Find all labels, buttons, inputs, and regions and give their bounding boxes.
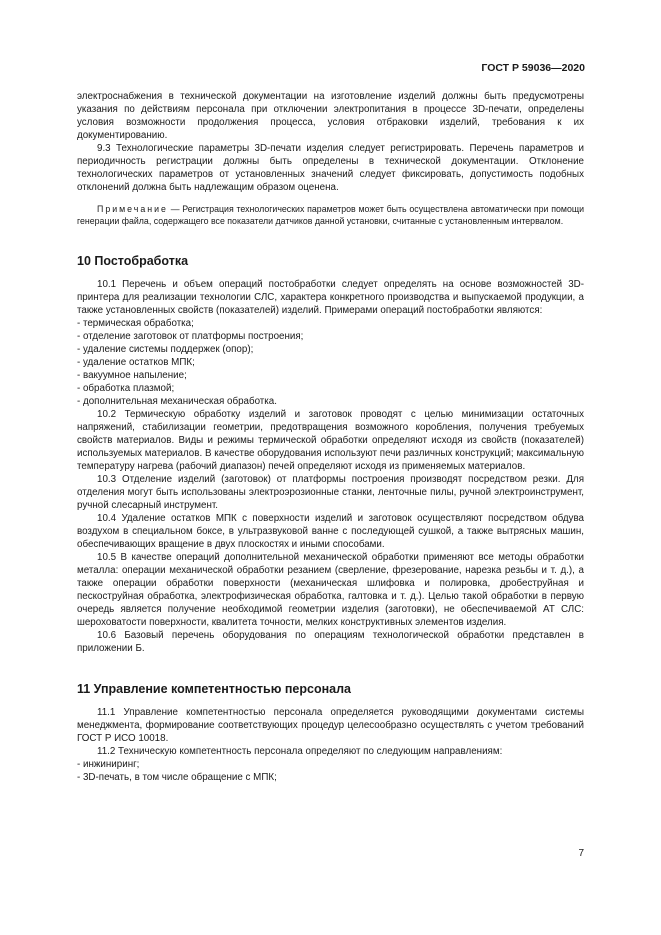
section-11-heading: 11 Управление компетентностью персонала bbox=[77, 682, 351, 696]
page-content bbox=[77, 90, 584, 784]
paragraph-continuation: электроснабжения в технической документации на изготовление изделий должны быть предусмотрены указания по действиям персонала при отключении электропитания в процессе 3D-печати, определены условия возможности продолжения процесса, условия отбраковки изделий, требования к их документированию. bbox=[77, 91, 584, 141]
list-item: - обработка плазмой; bbox=[77, 383, 175, 394]
list-item: - 3D-печать, в том числе обращение с МПК; bbox=[77, 772, 277, 783]
standard-number: ГОСТ Р 59036—2020 bbox=[481, 62, 585, 74]
paragraph-10-5: 10.5 В качестве операций дополнительной механической обработки применяют все методы обработки металла: операции механической обработки резанием (сверление, фрезерование, нарезка резьбы и т. д.), а также операции обработки поверхности (механическая шлифовка и полировка, дробеструйная и пескоструйная обработка, электрофизическая обработка, галтовка и т. д.). Целью такой обработки в первую очередь является получение необходимой геометрии изделия (заготовки), не обеспечиваемой АТ СЛС: шероховатости поверхности, квалитета точности, мелких конструктивных элементов изделия. bbox=[77, 552, 584, 628]
paragraph-10-6: 10.6 Базовый перечень оборудования по операциям технологической обработки представлен в приложении Б. bbox=[77, 630, 584, 654]
section-10-heading: 10 Постобработка bbox=[77, 254, 189, 268]
postprocessing-list bbox=[77, 317, 584, 408]
note-text: — Регистрация технологических параметров может быть осуществлена автоматически при помощи генерации файла, содержащего все показатели датчиков данной установки, считанные с установленным интервалом. bbox=[77, 204, 584, 226]
list-item: - термическая обработка; bbox=[77, 318, 194, 329]
list-item: - удаление системы поддержек (опор); bbox=[77, 344, 254, 355]
page-number: 7 bbox=[578, 848, 584, 859]
paragraph-10-2: 10.2 Термическую обработку изделий и заготовок проводят с целью минимизации остаточных напряжений, стабилизации геометрии, предотвращения возможного коробления, получения требуемых свойств материалов. Виды и режимы термической обработки определяют исходя из свойств (показателей) используемых материалов. В качестве оборудования используют печи различных конструкций; максимальную температуру нагрева (рабочий диапазон) печей определяют исходя из применяемых материалов. bbox=[77, 409, 584, 472]
paragraph-10-1: 10.1 Перечень и объем операций постобработки следует определять на основе возможностей 3D-принтера для реализации технологии СЛС, характера конкретного производства и выпускаемой продукции, а также установленных свойств (показателей) изделий. Примерами операций постобработки являются: bbox=[77, 279, 584, 316]
competence-list bbox=[77, 758, 584, 784]
list-item: - отделение заготовок от платформы построения; bbox=[77, 331, 304, 342]
paragraph-10-3: 10.3 Отделение изделий (заготовок) от платформы построения производят посредством резки. Для отделения могут быть использованы электроэрозионные станки, ленточные пилы, ручной электроинструмент, ручной слесарный инструмент. bbox=[77, 474, 584, 511]
paragraph-9-3: 9.3 Технологические параметры 3D-печати изделия следует регистрировать. Перечень параметров и периодичность регистрации должны быть определены в технической документации. Отклонение технологических параметров от установленных значений следует фиксировать, допустимость подобных отклонений должна быть надлежащим образом оценена. bbox=[77, 143, 584, 193]
list-item: - инжиниринг; bbox=[77, 759, 140, 770]
note bbox=[77, 203, 584, 227]
paragraph-11-2: 11.2 Техническую компетентность персонала определяют по следующим направлениям: bbox=[97, 746, 503, 757]
list-item: - дополнительная механическая обработка. bbox=[77, 396, 277, 407]
paragraph-11-1: 11.1 Управление компетентностью персонала определяется руководящими документами системы менеджмента, формирование соответствующих процедур целесообразно осуществлять с учетом требований ГОСТ Р ИСО 10018. bbox=[77, 707, 584, 744]
note-label: Примечание bbox=[97, 204, 168, 214]
paragraph-10-4: 10.4 Удаление остатков МПК с поверхности изделий и заготовок осуществляют посредством обдува воздухом в специальном боксе, в ультразвуковой ванне с последующей сушкой, а также вытрясных машин, обеспечивающих вращение в двух плоскостях и иными способами. bbox=[77, 513, 584, 550]
list-item: - вакуумное напыление; bbox=[77, 370, 187, 381]
list-item: - удаление остатков МПК; bbox=[77, 357, 195, 368]
